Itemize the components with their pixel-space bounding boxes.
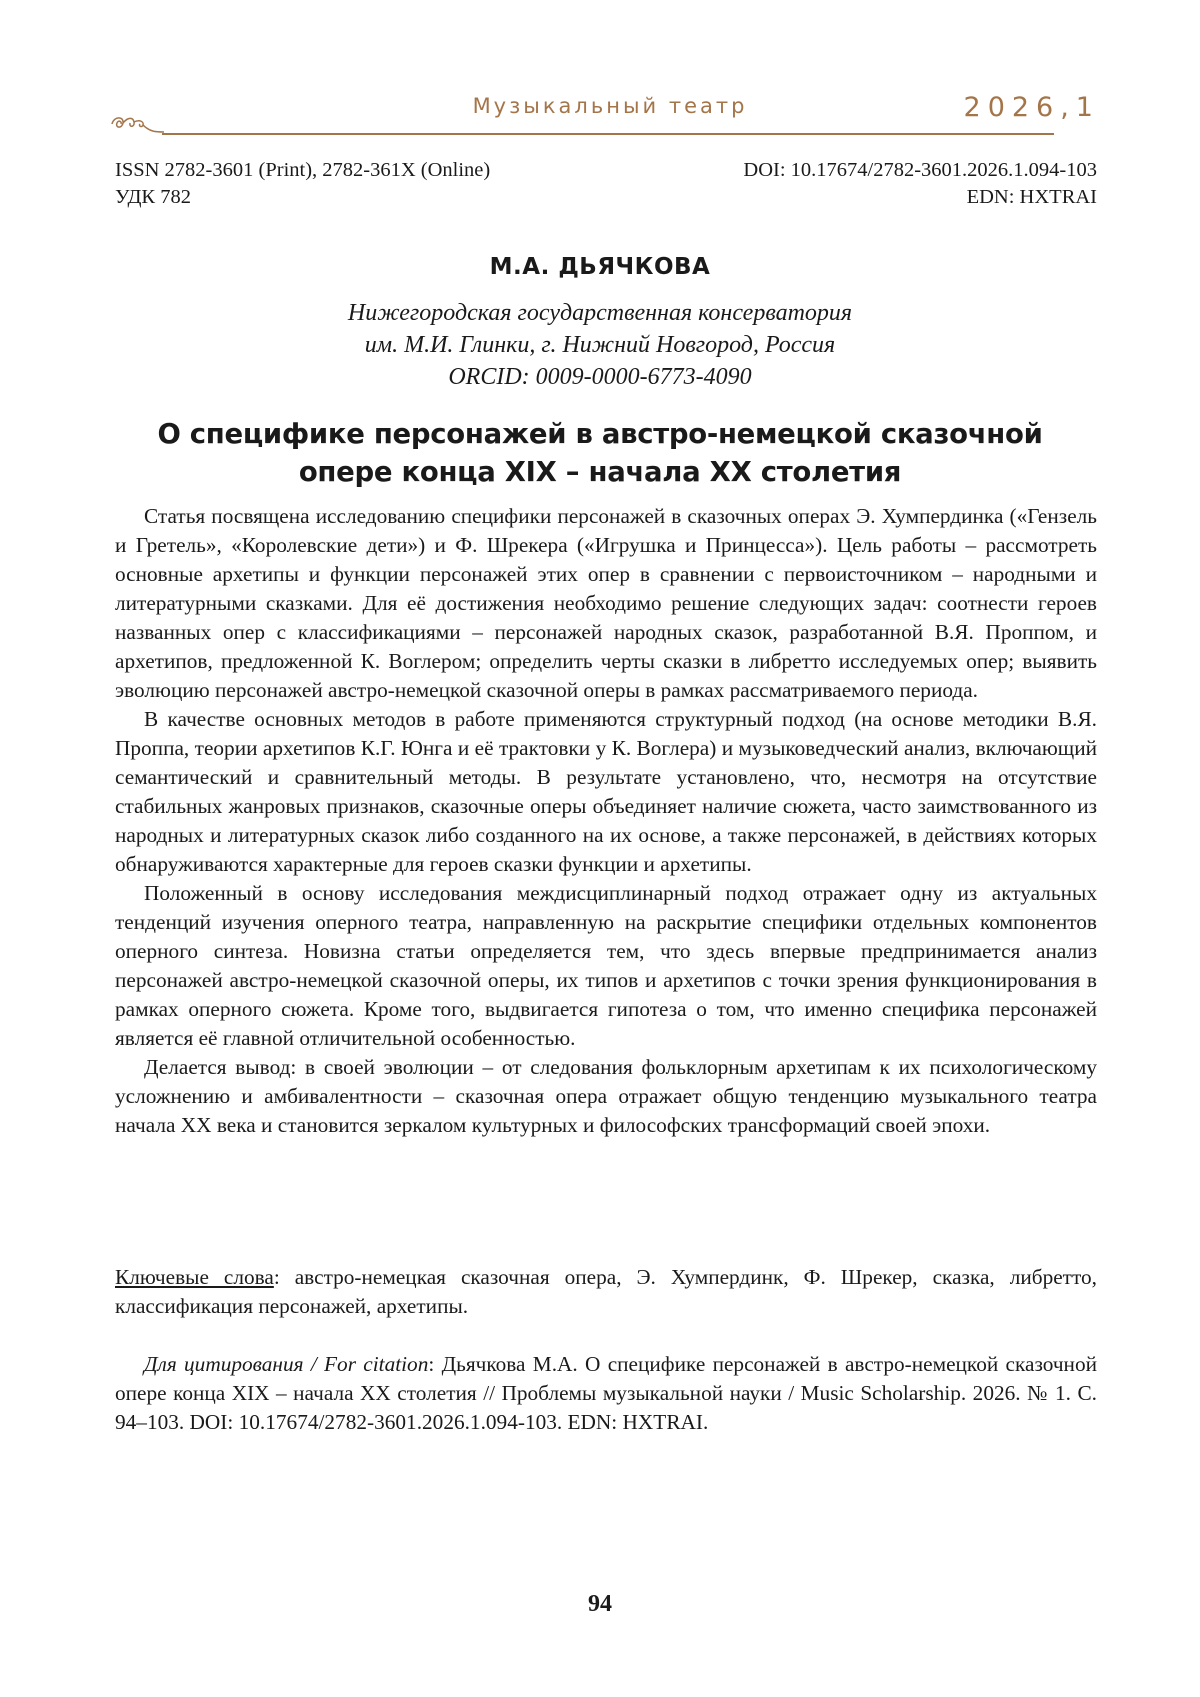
- edn: EDN: HXTRAI: [966, 186, 1097, 208]
- citation-label: Для цитирования / For citation: [144, 1352, 429, 1376]
- issn: ISSN 2782-3601 (Print), 2782-361X (Online): [115, 159, 491, 181]
- author-name: М.А. ДЬЯЧКОВА: [489, 254, 711, 280]
- keywords-label: Ключевые слова: [115, 1265, 274, 1289]
- keywords-text: : австро-немецкая сказочная опера, Э. Хумпердинк, Ф. Шрекер, сказка, либретто, классификация персонажей, архетипы.: [115, 1265, 1097, 1318]
- running-header: [110, 92, 1100, 140]
- abstract-paragraph: В качестве основных методов в работе применяются структурный подход (на основе методики В.Я. Проппа, теории архетипов К.Г. Юнга и её трактовки у К. Воглера) и музыковедческий анализ, включающий семантический и сравнительный методы. В результате установлено, что, несмотря на отсутствие стабильных жанровых признаков, сказочные оперы объединяет наличие сюжета, часто заимствованного из народных и литературных сказок либо созданного на их основе, а также персонажей, в действиях которых обнаруживаются характерные для героев сказки функции и архетипы.: [115, 707, 1097, 876]
- header-rule: [162, 133, 1054, 135]
- page-number: 94: [588, 1591, 612, 1617]
- journal-section-name: Музыкальный театр: [472, 94, 748, 118]
- keywords: [115, 1263, 1097, 1321]
- abstract-paragraph: Статья посвящена исследованию специфики персонажей в сказочных операх Э. Хумпердинка («Гензель и Гретель», «Королевские дети») и Ф. Шрекера («Игрушка и Принцесса»). Цель работы – рассмотреть основные архетипы и функции персонажей этих опер в сравнении с первоисточником – народными и литературными сказками. Для её достижения необходимо решение следующих задач: соотнести героев названных опер с классификациями – персонажей народных сказок, разработанной В.Я. Проппом, и архетипов, предложенной К. Воглером; определить черты сказки в либретто исследуемых опер; выявить эволюцию персонажей австро-немецкой сказочной оперы в рамках рассматриваемого периода.: [115, 504, 1097, 702]
- title-line: О специфике персонажей в австро-немецкой сказочной: [157, 418, 1043, 450]
- orcid: ORCID: 0009-0000-6773-4090: [448, 364, 752, 390]
- udk: УДК 782: [115, 186, 191, 208]
- abstract-paragraph: Делается вывод: в своей эволюции – от следования фольклорным архетипам к их психологическому усложнению и амбивалентности – сказочная опера отражает общую тенденцию музыкального театра начала XX века и становится зеркалом культурных и философских трансформаций своей эпохи.: [115, 1055, 1097, 1137]
- doi: DOI: 10.17674/2782-3601.2026.1.094-103: [743, 159, 1097, 181]
- issue-number: 2026,1: [963, 92, 1100, 123]
- citation-text: : Дьячкова М.А. О специфике персонажей в австро-немецкой сказочной опере конца XIX – начала XX столетия // Проблемы музыкальной науки / Music Scholarship. 2026. № 1. С. 94–103. DOI: 10.17674/2782-3601.2026.1.094-103. EDN: HXTRAI.: [115, 1352, 1098, 1434]
- abstract-paragraph: Положенный в основу исследования междисциплинарный подход отражает одну из актуальных тенденций изучения оперного театра, направленную на раскрытие специфики отдельных компонентов оперного синтеза. Новизна статьи определяется тем, что здесь впервые предпринимается анализ персонажей австро-немецкой сказочной оперы, их типов и архетипов с точки зрения функционирования в рамках оперного сюжета. Кроме того, выдвигается гипотеза о том, что именно специфика персонажей является её главной отличительной особенностью.: [115, 881, 1097, 1050]
- flourish-ornament-icon: [110, 110, 164, 136]
- affiliation-line: Нижегородская государственная консерватория: [347, 300, 853, 326]
- title-line: опере конца XIX – начала XX столетия: [298, 456, 902, 488]
- citation: [115, 1350, 1097, 1437]
- affiliation-line: им. М.И. Глинки, г. Нижний Новгород, Россия: [364, 332, 836, 358]
- affiliation: [0, 297, 1200, 393]
- article-title: [0, 415, 1200, 491]
- abstract: [115, 502, 1097, 1140]
